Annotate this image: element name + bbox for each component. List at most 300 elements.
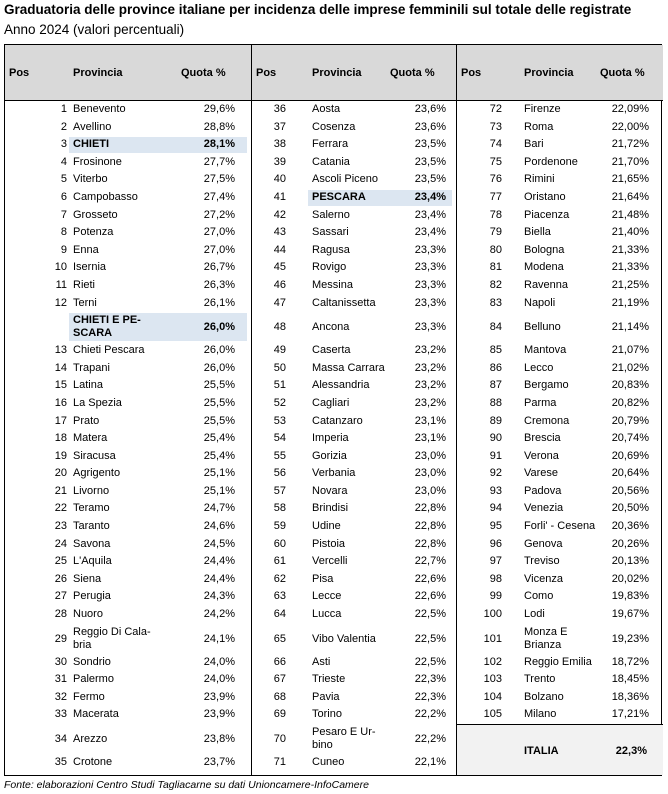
table-row [457, 154, 663, 172]
row-quota: 25,4% [203, 449, 235, 462]
row-position: 76 [489, 173, 502, 186]
table-row [5, 518, 251, 536]
row-province: Bergamo [524, 379, 569, 392]
row-position: 82 [489, 278, 502, 291]
table-row [457, 136, 663, 154]
row-province: Udine [312, 520, 341, 533]
header-quota: Quota % [600, 67, 645, 79]
table-row [457, 119, 663, 137]
table-row [252, 154, 456, 172]
row-quota: 23,3% [414, 321, 446, 334]
row-province: Enna [73, 243, 99, 256]
row-quota: 22,8% [414, 520, 446, 533]
row-quota: 24,4% [203, 555, 235, 568]
row-province: Padova [524, 484, 562, 497]
row-quota: 23,3% [414, 278, 446, 291]
table-row [457, 483, 663, 501]
row-quota: 25,1% [203, 484, 235, 497]
row-position: 7 [60, 208, 67, 221]
row-quota: 21,33% [611, 243, 649, 256]
row-quota: 18,36% [611, 690, 649, 703]
row-province: Varese [524, 467, 559, 480]
table-row [5, 724, 251, 754]
row-province: Oristano [524, 190, 566, 203]
row-position: 28 [54, 608, 67, 621]
row-quota: 21,19% [611, 296, 649, 309]
row-province: Vercelli [312, 555, 348, 568]
row-position: 57 [273, 484, 286, 497]
row-position: 19 [54, 449, 67, 462]
row-position: 46 [273, 278, 286, 291]
row-quota: 22,8% [414, 537, 446, 550]
row-province: Pistoia [312, 537, 346, 550]
row-province: Savona [73, 537, 111, 550]
table-row [5, 706, 251, 724]
table-row [5, 430, 251, 448]
table-row [5, 606, 251, 624]
row-province: Pordenone [524, 155, 578, 168]
row-province: Matera [73, 432, 108, 445]
row-province: La Spezia [73, 396, 122, 409]
table-row [457, 671, 663, 689]
table-row [457, 624, 663, 654]
table-row [5, 312, 251, 342]
table-row [5, 588, 251, 606]
row-quota: 23,2% [414, 379, 446, 392]
table-row [5, 483, 251, 501]
row-position: 37 [273, 120, 286, 133]
table-row [252, 724, 456, 754]
row-quota: 21,48% [611, 208, 649, 221]
row-province: Cosenza [312, 120, 356, 133]
row-quota: 21,02% [611, 361, 649, 374]
row-quota: 22,6% [414, 590, 446, 603]
row-province: Ascoli Piceno [312, 173, 379, 186]
row-quota: 24,6% [203, 520, 235, 533]
row-position: 62 [273, 572, 286, 585]
row-province: Torino [312, 708, 342, 721]
row-position: 10 [54, 261, 67, 274]
row-position: 41 [273, 190, 286, 203]
row-province: Mantova [524, 344, 567, 357]
row-province: Verbania [312, 467, 356, 480]
row-province: CHIETI E PE- SCARA [73, 314, 141, 340]
table-row [5, 624, 251, 654]
row-quota: 21,64% [611, 190, 649, 203]
row-quota: 23,4% [414, 208, 446, 221]
row-province: Ragusa [312, 243, 350, 256]
row-position: 39 [273, 155, 286, 168]
row-province: Alessandria [312, 379, 370, 392]
row-province: Modena [524, 261, 564, 274]
row-position: 90 [489, 432, 502, 445]
row-position: 16 [54, 396, 67, 409]
table-row [457, 342, 663, 360]
table-row [252, 553, 456, 571]
row-quota: 24,2% [203, 608, 235, 621]
table-row [5, 754, 251, 772]
row-quota: 20,56% [611, 484, 649, 497]
table-row [457, 377, 663, 395]
row-province: Gorizia [312, 449, 347, 462]
row-province: Ravenna [524, 278, 569, 291]
row-position: 75 [489, 155, 502, 168]
row-position: 65 [273, 632, 286, 645]
row-position: 23 [54, 520, 67, 533]
table-row [457, 500, 663, 518]
row-province: Reggio Di Cala- bria [73, 625, 151, 651]
row-province: Viterbo [73, 173, 108, 186]
row-province: L'Aquila [73, 555, 112, 568]
table-row [457, 571, 663, 589]
row-quota: 22,5% [414, 608, 446, 621]
row-province: Vibo Valentia [312, 632, 376, 645]
row-position: 49 [273, 344, 286, 357]
row-province: Terni [73, 296, 97, 309]
row-province: Genova [524, 537, 563, 550]
table-row [252, 377, 456, 395]
row-quota: 23,1% [414, 414, 446, 427]
row-province: CHIETI [73, 138, 110, 151]
row-quota: 24,4% [203, 572, 235, 585]
row-position: 98 [489, 572, 502, 585]
table-row [252, 706, 456, 724]
row-province: Bari [524, 138, 544, 151]
table-row [252, 430, 456, 448]
row-province: Agrigento [73, 467, 121, 480]
row-quota: 20,13% [611, 555, 649, 568]
row-quota: 20,79% [611, 414, 649, 427]
row-quota: 26,7% [203, 261, 235, 274]
row-quota: 23,5% [414, 138, 446, 151]
row-quota: 23,5% [414, 155, 446, 168]
table-row [457, 395, 663, 413]
row-position: 63 [273, 590, 286, 603]
row-position: 25 [54, 555, 67, 568]
row-position: 101 [483, 632, 502, 645]
row-province: Macerata [73, 708, 119, 721]
table-row [457, 689, 663, 707]
row-quota: 21,65% [611, 173, 649, 186]
row-quota: 24,1% [203, 632, 235, 645]
table-row [457, 553, 663, 571]
row-position: 9 [60, 243, 67, 256]
row-quota: 26,1% [203, 296, 235, 309]
row-province: Ferrara [312, 138, 349, 151]
row-position: 31 [54, 673, 67, 686]
row-position: 92 [489, 467, 502, 480]
header-provincia: Provincia [524, 67, 574, 79]
row-position: 5 [60, 173, 67, 186]
row-position: 104 [483, 690, 502, 703]
table-row [457, 536, 663, 554]
table-row [457, 588, 663, 606]
table-row [457, 277, 663, 295]
row-province: Treviso [524, 555, 560, 568]
row-quota: 26,0% [203, 344, 235, 357]
table-row [252, 689, 456, 707]
row-province: Rovigo [312, 261, 347, 274]
table-row [5, 448, 251, 466]
row-position: 70 [273, 733, 286, 745]
row-quota: 26,3% [203, 278, 235, 291]
row-quota: 25,1% [203, 467, 235, 480]
row-province: Piacenza [524, 208, 570, 221]
table-row [457, 295, 663, 313]
header-pos: Pos [461, 67, 482, 79]
row-quota: 27,4% [203, 190, 235, 203]
row-province: Palermo [73, 673, 114, 686]
row-province: Fermo [73, 690, 105, 703]
row-province: Como [524, 590, 554, 603]
row-province: Belluno [524, 321, 561, 334]
table-row [5, 242, 251, 260]
row-quota: 25,5% [203, 396, 235, 409]
table-row [5, 224, 251, 242]
row-position: 85 [489, 344, 502, 357]
row-quota: 23,8% [203, 733, 235, 745]
row-province: Catania [312, 155, 350, 168]
table-row [252, 571, 456, 589]
row-position: 47 [273, 296, 286, 309]
row-quota: 29,6% [203, 103, 235, 115]
row-position: 34 [54, 733, 67, 745]
row-position: 103 [483, 673, 502, 686]
row-position: 58 [273, 502, 286, 515]
table-row [252, 413, 456, 431]
row-position: 96 [489, 537, 502, 550]
row-province: Lecce [312, 590, 342, 603]
row-province: Prato [73, 414, 100, 427]
row-quota: 25,5% [203, 379, 235, 392]
table-row [252, 119, 456, 137]
table-row [5, 259, 251, 277]
row-quota: 19,67% [611, 608, 649, 621]
row-position: 74 [489, 138, 502, 151]
row-province: Bolzano [524, 690, 564, 703]
row-position: 73 [489, 120, 502, 133]
row-position: 87 [489, 379, 502, 392]
row-quota: 22,8% [414, 502, 446, 515]
row-position: 66 [273, 655, 286, 668]
row-position: 30 [54, 655, 67, 668]
table-column-3 [456, 45, 663, 775]
table-row [252, 171, 456, 189]
table-row [252, 395, 456, 413]
row-province: Potenza [73, 226, 114, 239]
table-row [457, 448, 663, 466]
row-position: 18 [54, 432, 67, 445]
row-province: Taranto [73, 520, 110, 533]
row-quota: 23,7% [203, 756, 235, 768]
row-position: 51 [273, 379, 286, 392]
row-quota: 21,14% [611, 321, 649, 334]
row-province: Benevento [73, 103, 126, 115]
row-province: Sondrio [73, 655, 111, 668]
table-header [5, 45, 251, 101]
row-province: Chieti Pescara [73, 344, 145, 357]
row-province: Ancona [312, 321, 350, 334]
table-row [252, 754, 456, 772]
row-quota: 17,21% [611, 708, 649, 721]
table-row [252, 259, 456, 277]
row-quota: 23,3% [414, 296, 446, 309]
row-province: Aosta [312, 103, 341, 115]
table-row [252, 588, 456, 606]
table-header [457, 45, 663, 101]
row-position: 26 [54, 572, 67, 585]
row-province: Massa Carrara [312, 361, 385, 374]
row-quota: 19,23% [611, 632, 649, 645]
table-row [457, 242, 663, 260]
row-province: Campobasso [73, 190, 138, 203]
row-position: 2 [60, 120, 67, 133]
table-row [5, 413, 251, 431]
row-province: Trieste [312, 673, 346, 686]
table-row [5, 654, 251, 672]
row-province: Crotone [73, 756, 113, 768]
row-province: Lucca [312, 608, 342, 621]
header-pos: Pos [9, 67, 30, 79]
row-position: 102 [483, 655, 502, 668]
row-position: 12 [54, 296, 67, 309]
row-province: Cuneo [312, 756, 345, 768]
table-row [457, 654, 663, 672]
row-province: Lodi [524, 608, 545, 621]
row-quota: 18,72% [611, 655, 649, 668]
row-quota: 18,45% [611, 673, 649, 686]
table-row [5, 671, 251, 689]
row-province: Caltanissetta [312, 296, 376, 309]
row-province: Brescia [524, 432, 561, 445]
row-province: Imperia [312, 432, 349, 445]
table-row [5, 500, 251, 518]
row-position: 44 [273, 243, 286, 256]
row-position: 38 [273, 138, 286, 151]
table-row [252, 654, 456, 672]
italia-total-row [457, 724, 663, 775]
table-row [457, 101, 663, 119]
table-row [252, 465, 456, 483]
row-province: Novara [312, 484, 348, 497]
row-quota: 22,1% [414, 756, 446, 768]
row-position: 91 [489, 449, 502, 462]
row-position: 69 [273, 708, 286, 721]
row-quota: 21,33% [611, 261, 649, 274]
table-row [252, 136, 456, 154]
header-provincia: Provincia [312, 67, 362, 79]
row-quota: 22,2% [414, 733, 446, 745]
page-subtitle: Anno 2024 (valori percentuali) [4, 22, 185, 37]
row-quota: 22,00% [611, 120, 649, 133]
row-quota: 27,5% [203, 173, 235, 186]
italia-label: ITALIA [524, 745, 559, 757]
row-quota: 20,74% [611, 432, 649, 445]
row-quota: 22,6% [414, 572, 446, 585]
row-position: 4 [60, 155, 67, 168]
table-row [252, 360, 456, 378]
row-province: Bologna [524, 243, 565, 256]
table-row [5, 119, 251, 137]
row-position: 97 [489, 555, 502, 568]
row-quota: 20,50% [611, 502, 649, 515]
row-position: 61 [273, 555, 286, 568]
table-row [5, 295, 251, 313]
table-row [457, 171, 663, 189]
table-row [5, 395, 251, 413]
row-quota: 24,3% [203, 590, 235, 603]
row-quota: 22,3% [414, 673, 446, 686]
row-quota: 23,2% [414, 344, 446, 357]
row-position: 81 [489, 261, 502, 274]
row-position: 78 [489, 208, 502, 221]
table-row [457, 259, 663, 277]
row-province: Venezia [524, 502, 564, 515]
row-province: Pavia [312, 690, 340, 703]
table-row [252, 518, 456, 536]
row-province: Frosinone [73, 155, 122, 168]
table-row [457, 360, 663, 378]
row-quota: 24,0% [203, 655, 235, 668]
table-row [252, 671, 456, 689]
row-position: 72 [489, 103, 502, 115]
row-position: 35 [54, 756, 67, 768]
row-quota: 25,4% [203, 432, 235, 445]
row-quota: 23,0% [414, 484, 446, 497]
row-position: 22 [54, 502, 67, 515]
table-row [5, 154, 251, 172]
source-note: Fonte: elaborazioni Centro Studi Tagliacarne su dati Unioncamere-InfoCamere [4, 779, 369, 791]
table-row [5, 465, 251, 483]
row-province: Nuoro [73, 608, 103, 621]
row-province: Trapani [73, 361, 110, 374]
row-province: Lecco [524, 361, 554, 374]
row-quota: 21,72% [611, 138, 649, 151]
row-position: 52 [273, 396, 286, 409]
row-quota: 23,4% [414, 190, 446, 203]
row-position: 71 [273, 756, 286, 768]
row-quota: 23,3% [414, 243, 446, 256]
row-province: Pisa [312, 572, 334, 585]
table-row [5, 377, 251, 395]
table-row [457, 224, 663, 242]
row-quota: 23,6% [414, 120, 446, 133]
table-row [252, 342, 456, 360]
row-position: 55 [273, 449, 286, 462]
page-title: Graduatoria delle province italiane per incidenza delle imprese femminili sul totale delle registrate [4, 2, 632, 17]
row-quota: 23,0% [414, 449, 446, 462]
row-quota: 20,64% [611, 467, 649, 480]
table-row [5, 189, 251, 207]
row-province: Catanzaro [312, 414, 363, 427]
row-quota: 20,82% [611, 396, 649, 409]
row-quota: 27,7% [203, 155, 235, 168]
row-province: Caserta [312, 344, 351, 357]
table-row [252, 295, 456, 313]
table-row [5, 360, 251, 378]
table-column-1 [5, 45, 251, 775]
row-position: 3 [60, 138, 67, 151]
row-position: 86 [489, 361, 502, 374]
table-header [252, 45, 456, 101]
row-province: Salerno [312, 208, 350, 221]
row-position: 77 [489, 190, 502, 203]
row-position: 56 [273, 467, 286, 480]
row-province: Verona [524, 449, 559, 462]
table-row [457, 207, 663, 225]
row-province: Pesaro E Ur- bino [312, 726, 376, 751]
row-quota: 27,0% [203, 226, 235, 239]
